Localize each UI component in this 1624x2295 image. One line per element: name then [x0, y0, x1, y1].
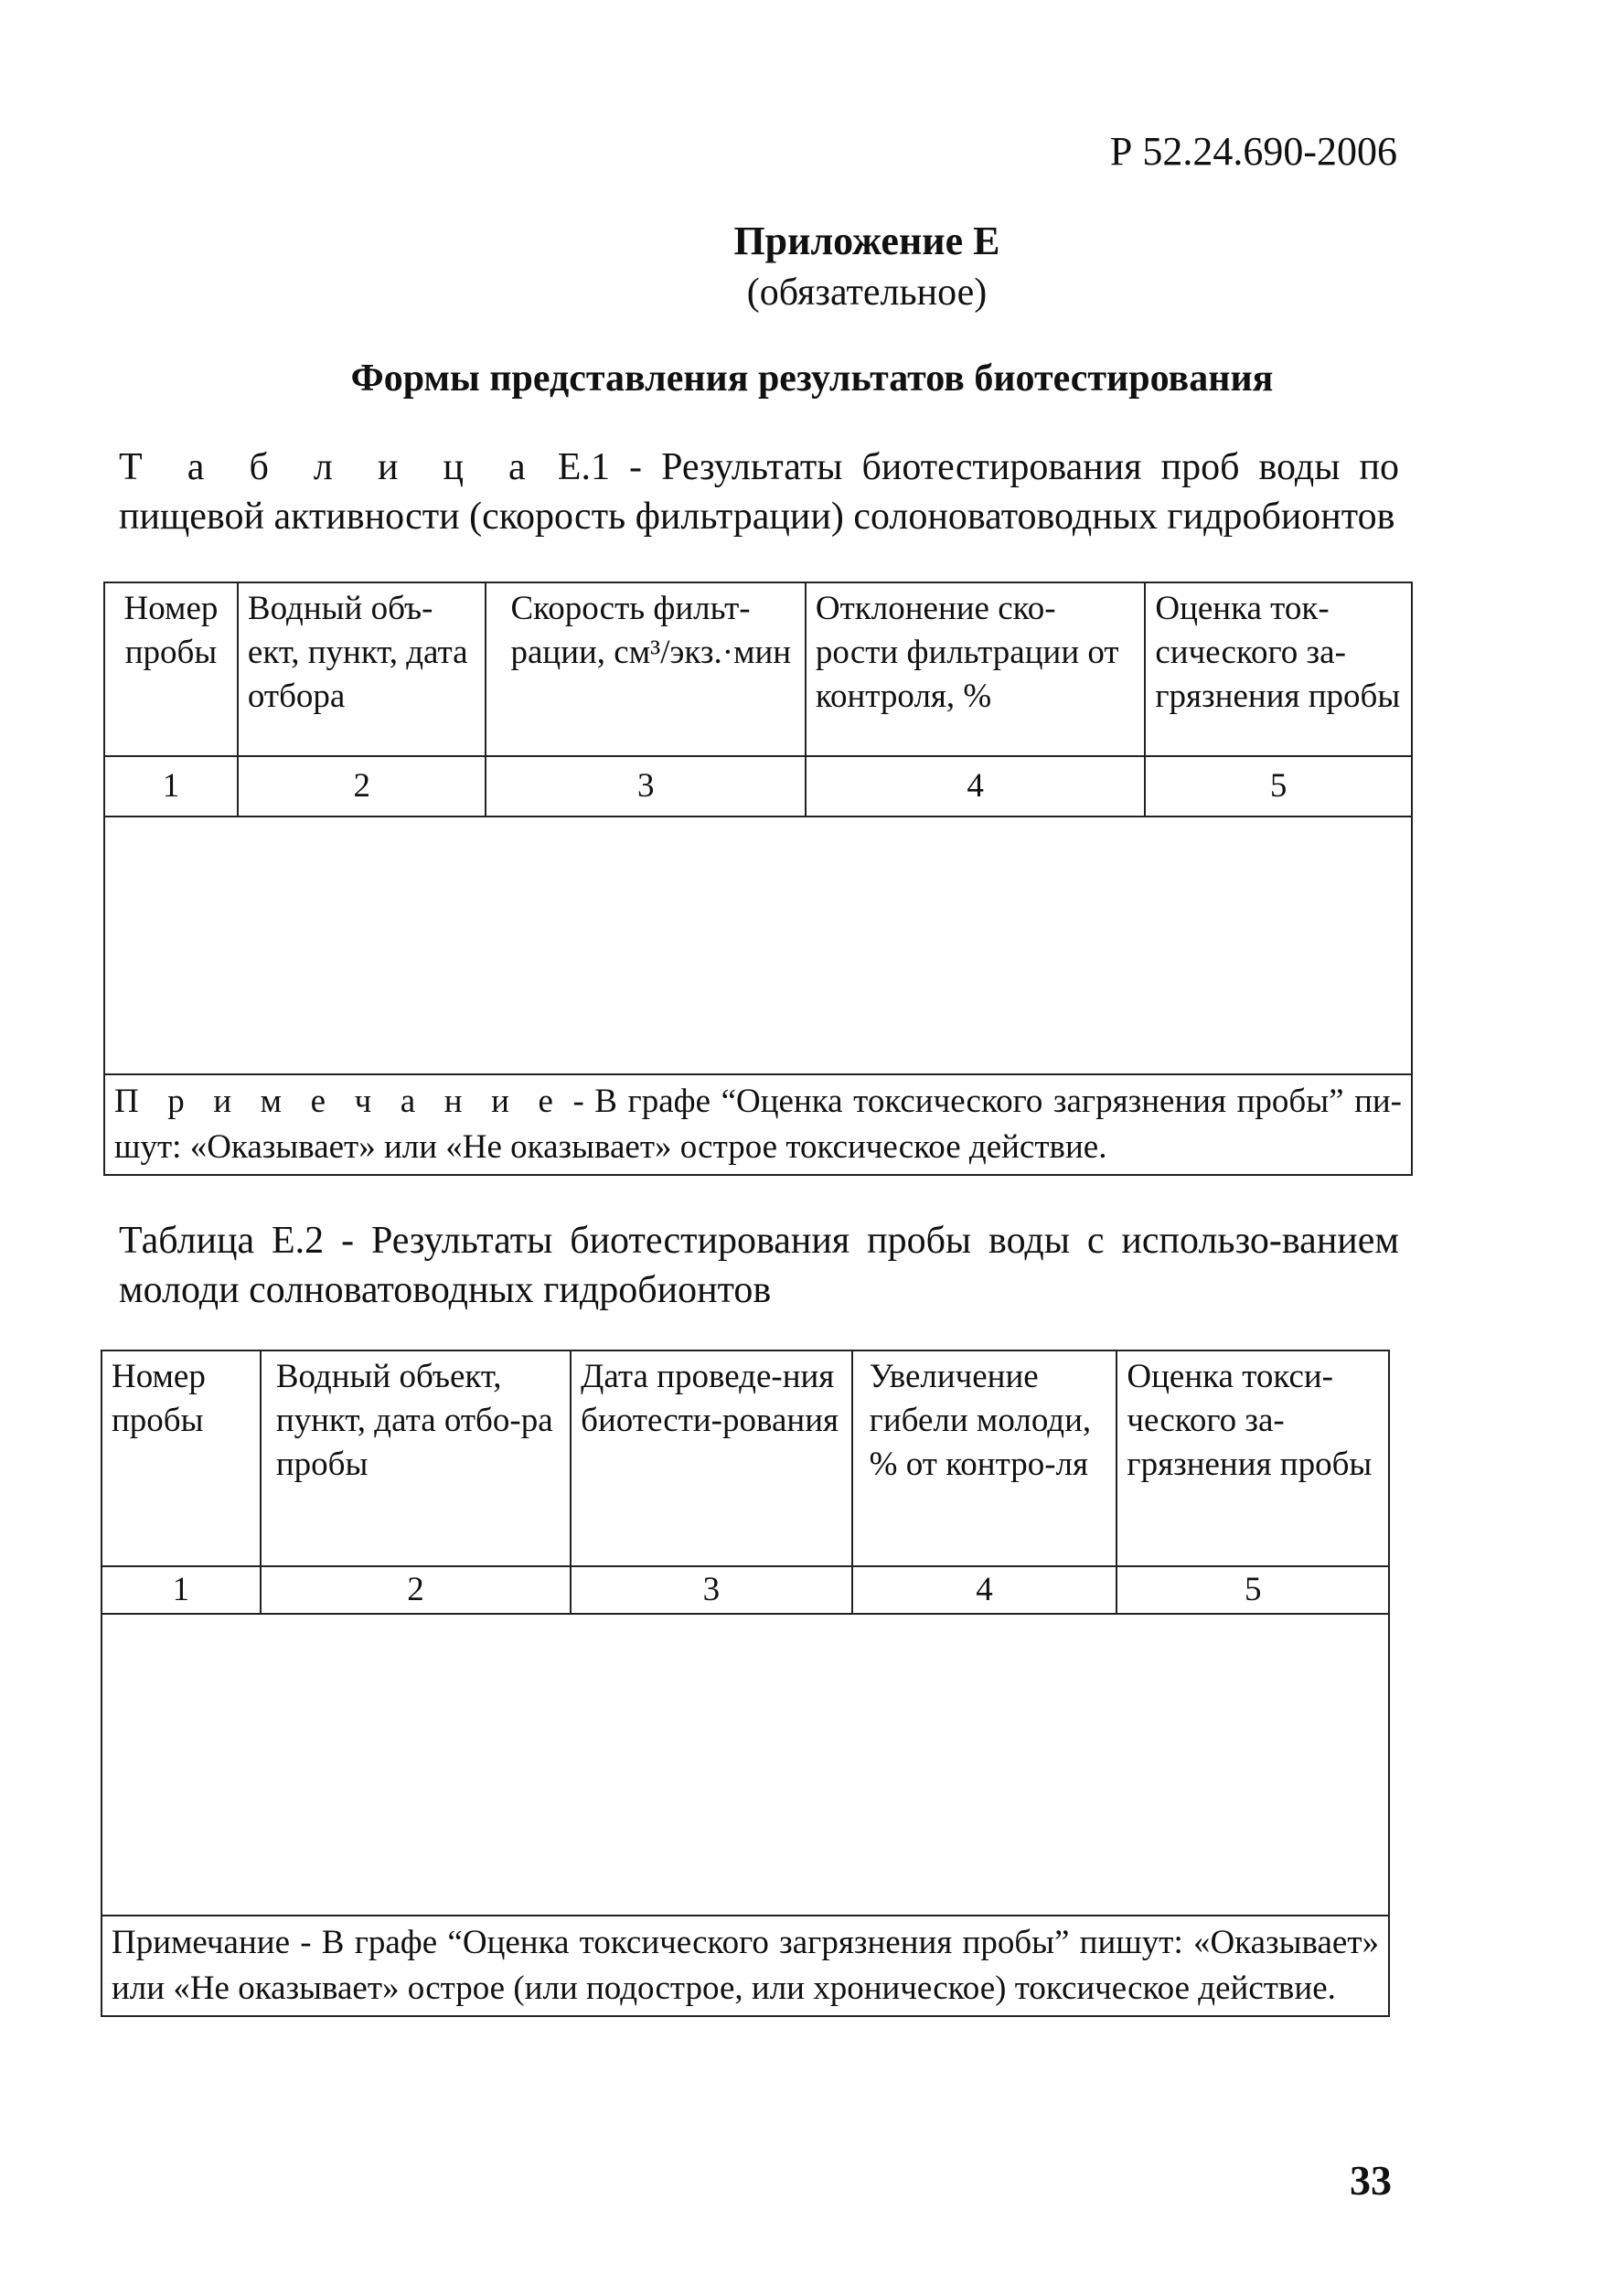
- table1-note: [104, 1074, 1412, 1175]
- table2-column-number: 4: [852, 1566, 1117, 1614]
- table1-note-text: - В графе “Оценка токсического загрязнения пробы” пи-шут: «Оказывает» или «Не оказывает» острое токсическое действие.: [114, 1083, 1402, 1166]
- table1-caption-label: Т а б л и ц а: [119, 446, 539, 488]
- table1-column-number: 5: [1145, 756, 1412, 817]
- appendix-status: (обязательное): [746, 272, 988, 314]
- forms-title: Формы представления результатов биотестирования: [350, 358, 1274, 400]
- table1-note-label: П р и м е ч а н и е: [114, 1083, 562, 1120]
- table2-note: Примечание - В графе “Оценка токсического загрязнения пробы” пишут: «Оказывает» или «Не оказывает» острое (или подострое, или хроническое) токсическое действие.: [102, 1916, 1389, 2016]
- table2-empty-body: [102, 1614, 1389, 1916]
- table2-header-cell: Номер пробы: [102, 1350, 261, 1566]
- table2: [101, 1350, 1390, 2017]
- table2-header-cell: Оценка токси-ческого за-грязнения пробы: [1116, 1350, 1389, 1566]
- table1-header-cell: Скорость фильт-рации, см³/экз.·мин: [486, 582, 805, 756]
- table2-column-number: 2: [261, 1566, 571, 1614]
- table1-caption-text: Е.1 - Результаты биотестирования проб воды по пищевой активности (скорость фильтрации) солоноватоводных гидробионтов: [119, 446, 1399, 538]
- table1-empty-body: [104, 817, 1412, 1074]
- table1-header-cell: Водный объ-ект, пункт, дата отбора: [238, 582, 486, 756]
- table1-header-row: [104, 582, 1412, 756]
- table2-number-row: [102, 1566, 1389, 1614]
- table1-header-cell: Отклонение ско-рости фильтрации от контроля, %: [806, 582, 1145, 756]
- table1: [103, 582, 1413, 1176]
- appendix-title: Приложение Е: [733, 219, 1000, 263]
- table2-header-cell: Увеличение гибели молоди, % от контро-ля: [852, 1350, 1117, 1566]
- table1-column-number: 3: [486, 756, 805, 817]
- table1-header-cell: Номер пробы: [104, 582, 238, 756]
- table1-number-row: [104, 756, 1412, 817]
- table1-column-number: 1: [104, 756, 238, 817]
- table1-column-number: 2: [238, 756, 486, 817]
- table2-column-number: 3: [571, 1566, 852, 1614]
- table2-column-number: 1: [102, 1566, 261, 1614]
- table1-column-number: 4: [806, 756, 1145, 817]
- page-number: 33: [1350, 2157, 1392, 2204]
- table1-empty-body-row: [104, 817, 1412, 1074]
- table2-header-row: [102, 1350, 1389, 1566]
- table2-header-cell: Водный объект, пункт, дата отбо-ра пробы: [261, 1350, 571, 1566]
- table2-column-number: 5: [1116, 1566, 1389, 1614]
- table2-note-row: [102, 1916, 1389, 2016]
- table1-note-row: [104, 1074, 1412, 1175]
- table1-header-cell: Оценка ток-сического за-грязнения пробы: [1145, 582, 1412, 756]
- table2-empty-body-row: [102, 1614, 1389, 1916]
- table2-caption: Таблица Е.2 - Результаты биотестирования пробы воды с использо-ванием молоди солноватоводных гидробионтов: [119, 1220, 1399, 1311]
- document-code: Р 52.24.690-2006: [1109, 129, 1397, 174]
- table2-header-cell: Дата проведе-ния биотести-рования: [571, 1350, 852, 1566]
- table1-caption: [119, 443, 1399, 541]
